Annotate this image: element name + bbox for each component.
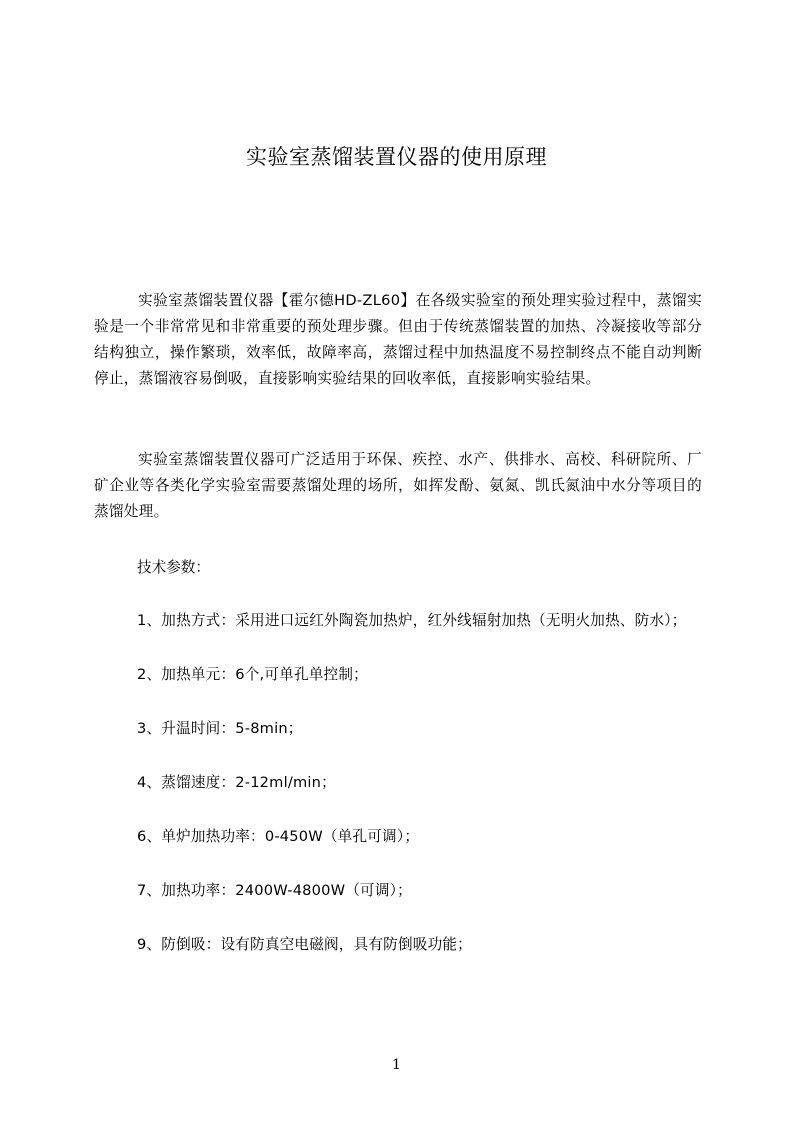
spec-item-anti-backflow: 9、防倒吸：设有防真空电磁阀，具有防倒吸功能； bbox=[137, 936, 472, 953]
spec-item-distillation-speed: 4、蒸馏速度：2-12ml/min； bbox=[137, 774, 336, 791]
spec-item-heating-time: 3、升温时间：5-8min； bbox=[137, 720, 303, 737]
spec-item-heating-power: 7、加热功率：2400W-4800W（可调）； bbox=[137, 882, 412, 899]
spec-item-single-furnace-power: 6、单炉加热功率：0-450W（单孔可调）； bbox=[137, 828, 420, 845]
specs-list bbox=[137, 608, 687, 986]
spec-item-heating-method: 1、加热方式：采用进口远红外陶瓷加热炉，红外线辐射加热（无明火加热、防水）； bbox=[137, 612, 687, 629]
application-paragraph: 实验室蒸馏装置仪器可广泛适用于环保、疾控、水产、供排水、高校、科研院所、厂矿企业等各类化学实验室需要蒸馏处理的场所，如挥发酚、氨氮、凯氏氮油中水分等项目的蒸馏处理。 bbox=[94, 451, 702, 520]
intro-paragraph: 实验室蒸馏装置仪器【霍尔德HD-ZL60】在各级实验室的预处理实验过程中，蒸馏实验是一个非常常见和非常重要的预处理步骤。但由于传统蒸馏装置的加热、冷凝接收等部分结构独立，操作繁琐，效率低，故障率高，蒸馏过程中加热温度不易控制终点不能自动判断停止，蒸馏液容易倒吸，直接影响实验结果的回收率低，直接影响实验结果。 bbox=[94, 292, 702, 387]
specs-heading: 技术参数： bbox=[137, 559, 210, 576]
document-title: 实验室蒸馏装置仪器的使用原理 bbox=[246, 145, 547, 169]
page-number: 1 bbox=[392, 1057, 401, 1073]
spec-item-heating-units: 2、加热单元：6个,可单孔单控制； bbox=[137, 666, 368, 683]
